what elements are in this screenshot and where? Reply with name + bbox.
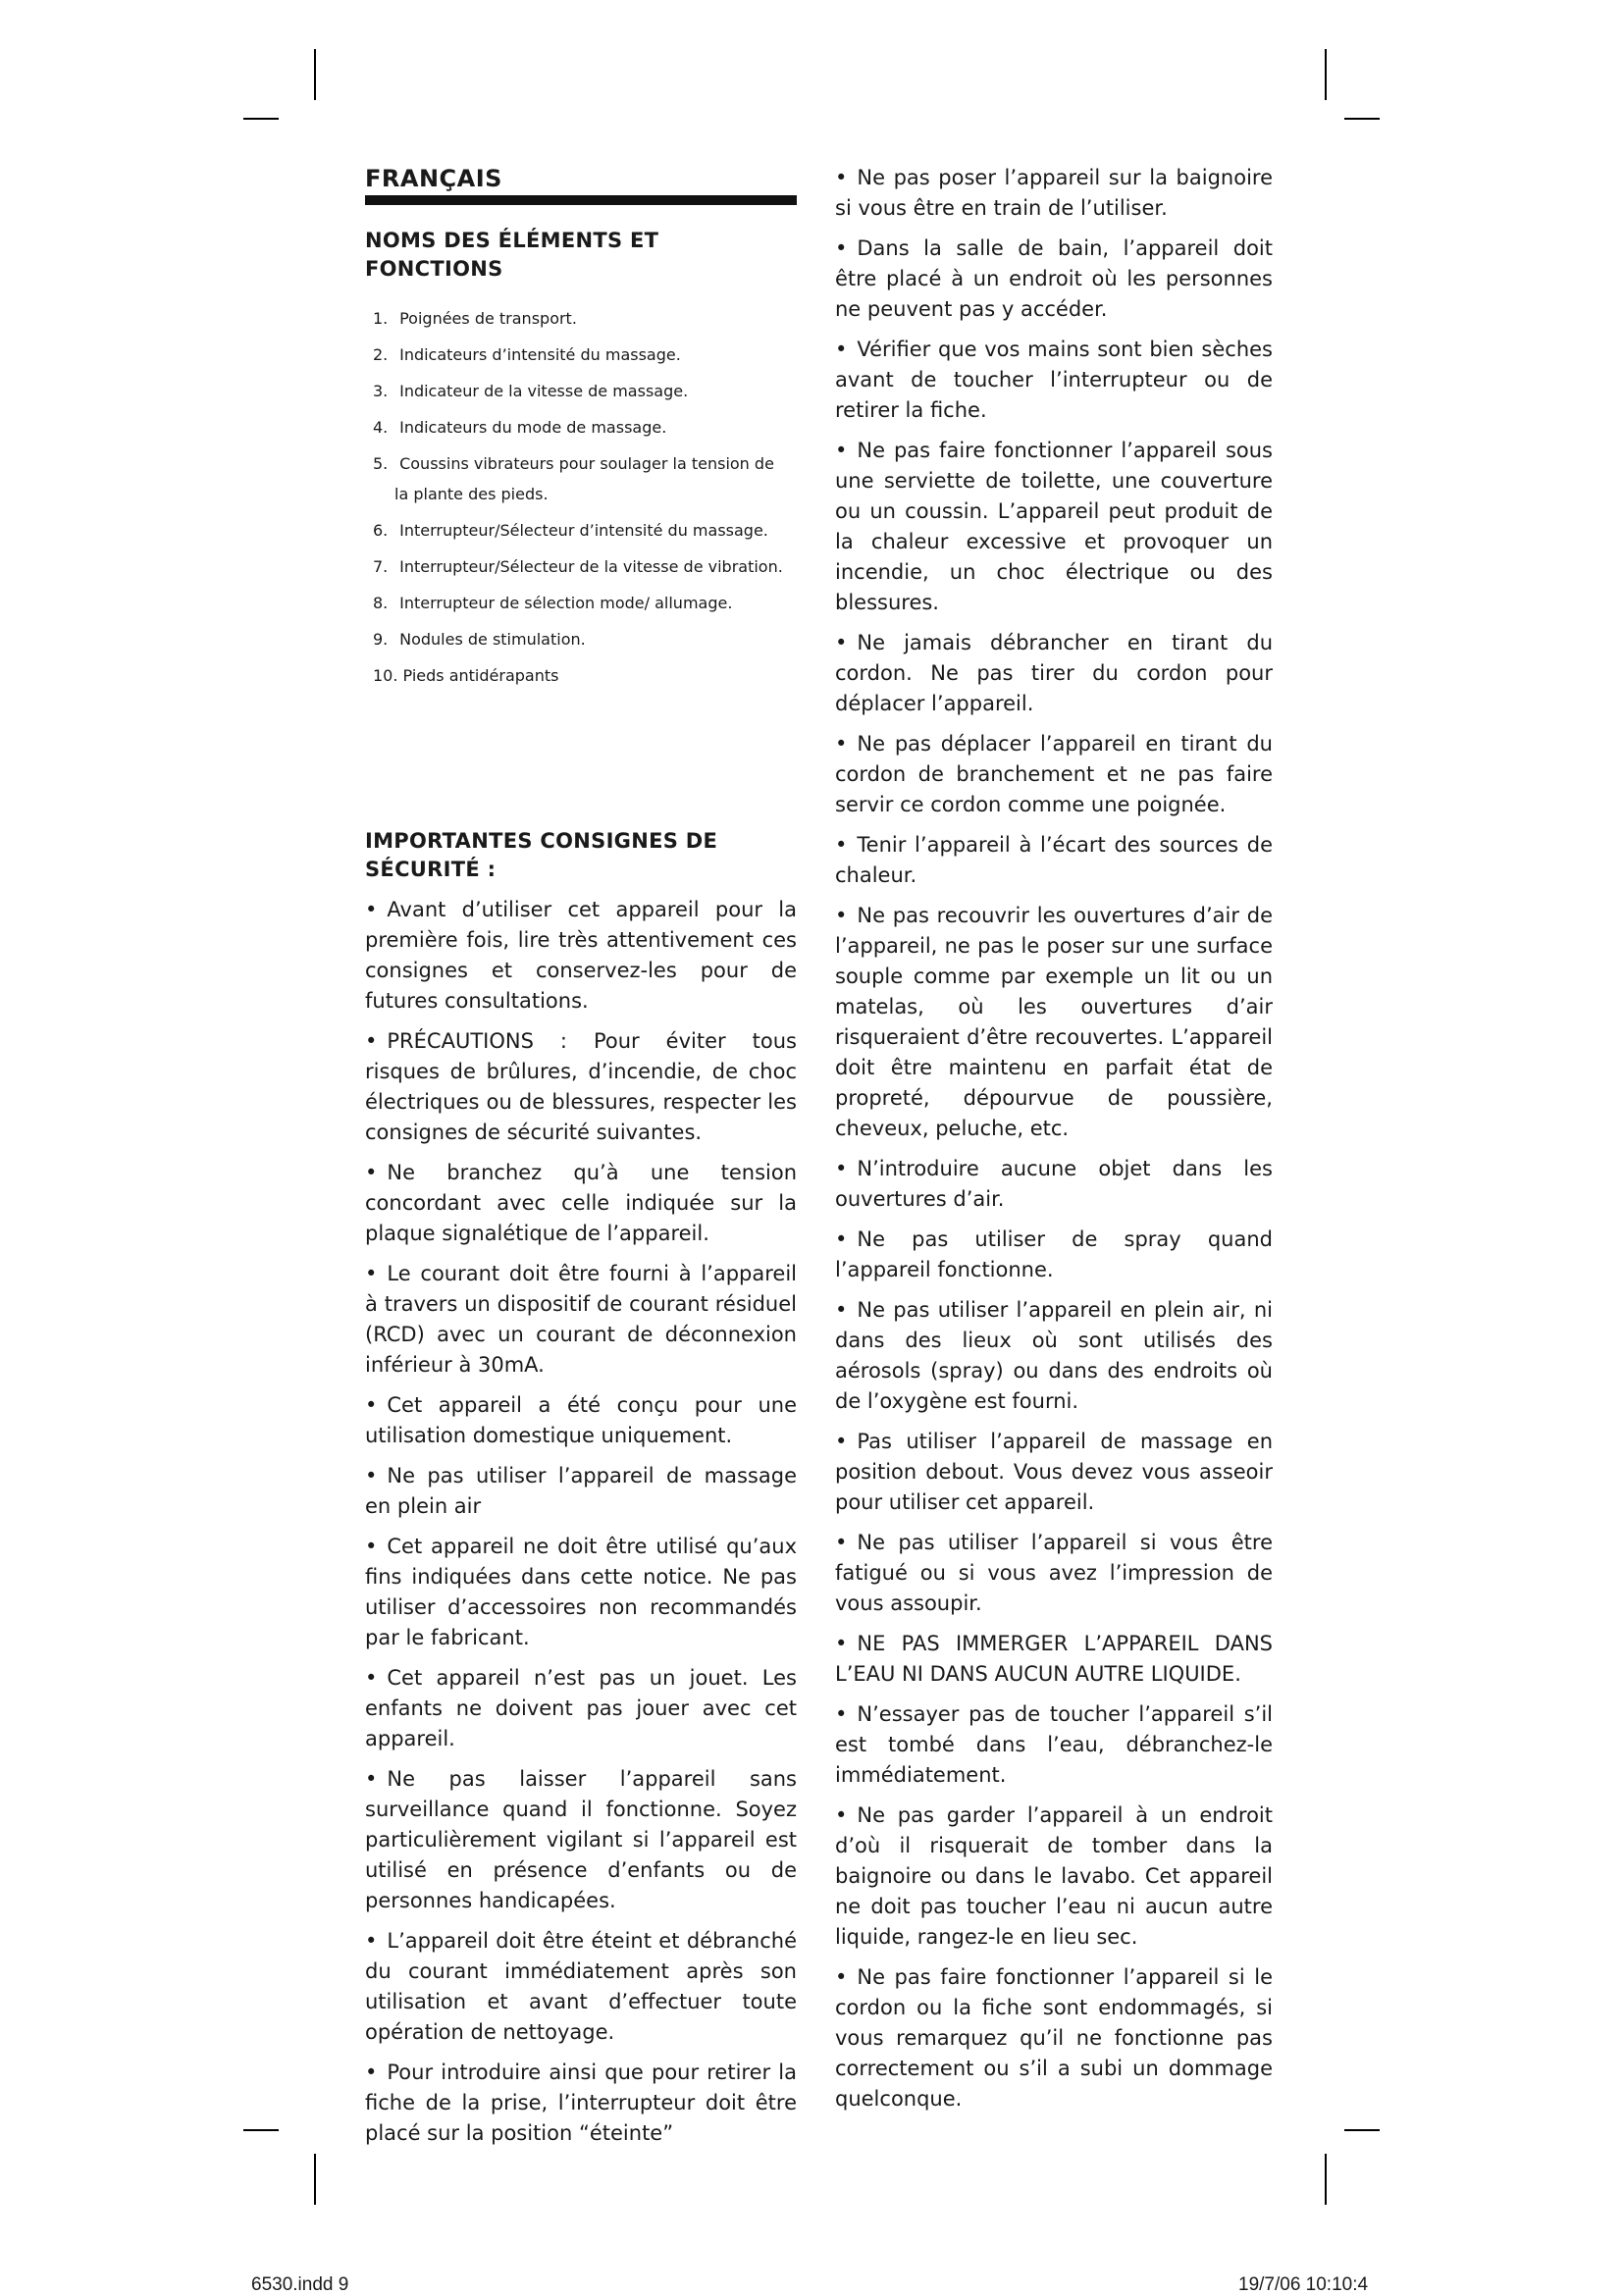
crop-mark-bottom-right-h (1344, 2129, 1380, 2131)
crop-mark-bottom-left-h (243, 2129, 279, 2131)
parts-item-text: Coussins vibrateurs pour soulager la tension de la plante des pieds. (394, 454, 774, 503)
parts-item-text: Pieds antidérapants (402, 666, 559, 685)
crop-mark-top-right-v (1325, 49, 1327, 100)
parts-list-item (365, 339, 787, 370)
crop-mark-bottom-left-v (314, 2154, 316, 2205)
safety-bullet: • Ne branchez qu’à une tension concordant avec celle indiquée sur la plaque signalétique de l’appareil. (365, 1158, 797, 1249)
parts-item-number: 10. (373, 666, 398, 685)
safety-bullet: • Ne pas utiliser l’appareil de massage en plein air (365, 1461, 797, 1522)
footer-file: 6530.indd 9 (251, 2274, 349, 2295)
parts-item-text: Interrupteur/Sélecteur d’intensité du massage. (399, 521, 768, 540)
safety-bullet: • NE PAS IMMERGER L’APPAREIL DANS L’EAU NI DANS AUCUN AUTRE LIQUIDE. (835, 1629, 1273, 1690)
footer-timestamp: 19/7/06 10:10:4 (1238, 2274, 1369, 2295)
safety-bullet: • Ne pas déplacer l’appareil en tirant du cordon de branchement et ne pas faire servir ce cordon comme une poignée. (835, 729, 1273, 820)
parts-item-text: Interrupteur/Sélecteur de la vitesse de vibration. (399, 557, 783, 576)
safety-bullet: • N’introduire aucune objet dans les ouvertures d’air. (835, 1154, 1273, 1215)
safety-bullet: • Vérifier que vos mains sont bien sèches avant de toucher l’interrupteur ou de retirer la fiche. (835, 335, 1273, 426)
crop-mark-top-left-v (314, 49, 316, 100)
parts-item-text: Indicateurs d’intensité du massage. (399, 345, 681, 364)
parts-item-number: 4. (373, 418, 389, 437)
safety-bullet: • Ne pas garder l’appareil à un endroit d’où il risquerait de tomber dans la baignoire ou dans le lavabo. Cet appareil ne doit pas toucher l’eau ni aucun autre liquide, rangez-le en lieu sec. (835, 1800, 1273, 1953)
safety-bullet: • Tenir l’appareil à l’écart des sources de chaleur. (835, 830, 1273, 891)
parts-list-item (365, 588, 787, 618)
parts-item-text: Poignées de transport. (399, 309, 577, 328)
safety-bullet: • Avant d’utiliser cet appareil pour la première fois, lire très attentivement ces consignes et conservez-les pour de futures consultations. (365, 895, 797, 1017)
parts-item-number: 8. (373, 594, 389, 612)
crop-mark-top-left-h (243, 118, 279, 120)
safety-bullet: • Dans la salle de bain, l’appareil doit être placé à un endroit où les personnes ne peuvent pas y accéder. (835, 234, 1273, 325)
title-rule (365, 195, 797, 205)
parts-item-number: 5. (373, 454, 389, 473)
parts-item-number: 6. (373, 521, 389, 540)
parts-item-text: Indicateurs du mode de massage. (399, 418, 667, 437)
parts-heading: NOMS DES ÉLÉMENTS ET FONCTIONS (365, 229, 659, 281)
safety-bullet: • Ne jamais débrancher en tirant du cordon. Ne pas tirer du cordon pour déplacer l’appareil. (835, 628, 1273, 719)
safety-bullet: • Ne pas poser l’appareil sur la baignoire si vous être en train de l’utiliser. (835, 163, 1273, 224)
parts-list (365, 303, 787, 697)
safety-bullet: • Pas utiliser l’appareil de massage en position debout. Vous devez vous asseoir pour utiliser cet appareil. (835, 1427, 1273, 1518)
safety-heading: IMPORTANTES CONSIGNES DE SÉCURITÉ : (365, 829, 718, 881)
parts-list-item (365, 376, 787, 406)
parts-item-text: Indicateur de la vitesse de massage. (399, 382, 689, 400)
safety-bullet: • Cet appareil ne doit être utilisé qu’aux fins indiquées dans cette notice. Ne pas utiliser d’accessoires non recommandés par le fabricant. (365, 1532, 797, 1653)
right-column (835, 163, 1273, 2124)
left-bullet-list (365, 895, 797, 2149)
parts-item-number: 1. (373, 309, 389, 328)
parts-item-number: 2. (373, 345, 389, 364)
safety-bullet: • N’essayer pas de toucher l’appareil s’il est tombé dans l’eau, débranchez-le immédiatement. (835, 1699, 1273, 1791)
section-title: FRANÇAIS (365, 165, 502, 192)
left-column (365, 895, 797, 2159)
safety-bullet: • Ne pas utiliser l’appareil en plein air, ni dans des lieux où sont utilisés des aérosols (spray) ou dans des endroits où de l’oxygène est fourni. (835, 1295, 1273, 1417)
parts-item-text: Interrupteur de sélection mode/ allumage. (399, 594, 733, 612)
crop-mark-top-right-h (1344, 118, 1380, 120)
safety-bullet: • Ne pas faire fonctionner l’appareil si le cordon ou la fiche sont endommagés, si vous remarquez qu’il ne fonctionne pas correctement ou s’il a subi un dommage quelconque. (835, 1962, 1273, 2114)
safety-bullet: • Ne pas utiliser de spray quand l’appareil fonctionne. (835, 1225, 1273, 1285)
parts-list-item (365, 660, 787, 691)
parts-list-item (365, 303, 787, 334)
safety-bullet: • Pour introduire ainsi que pour retirer la fiche de la prise, l’interrupteur doit être placé sur la position “éteinte” (365, 2058, 797, 2149)
parts-item-text: Nodules de stimulation. (399, 630, 586, 649)
parts-list-item (365, 515, 787, 546)
parts-item-number: 9. (373, 630, 389, 649)
parts-item-number: 3. (373, 382, 389, 400)
safety-bullet: • Cet appareil n’est pas un jouet. Les enfants ne doivent pas jouer avec cet appareil. (365, 1663, 797, 1754)
safety-bullet: • Ne pas recouvrir les ouvertures d’air de l’appareil, ne pas le poser sur une surface souple comme par exemple un lit ou un matelas, où les ouvertures d’air risqueraient d’être recouvertes. L’appareil doit être maintenu en parfait état de propreté, dépourvue de poussière, cheveux, peluche, etc. (835, 901, 1273, 1144)
parts-list-item (365, 551, 787, 582)
safety-bullet: • Cet appareil a été conçu pour une utilisation domestique uniquement. (365, 1390, 797, 1451)
safety-bullet: • Ne pas utiliser l’appareil si vous être fatigué ou si vous avez l’impression de vous assoupir. (835, 1528, 1273, 1619)
safety-bullet: • PRÉCAUTIONS : Pour éviter tous risques de brûlures, d’incendie, de choc électriques ou de blessures, respecter les consignes de sécurité suivantes. (365, 1026, 797, 1148)
parts-list-item (365, 624, 787, 654)
safety-bullet: • Ne pas faire fonctionner l’appareil sous une serviette de toilette, une couverture ou un coussin. L’appareil peut produit de la chaleur excessive et provoquer un incendie, un choc électrique ou des blessures. (835, 436, 1273, 618)
parts-item-number: 7. (373, 557, 389, 576)
safety-bullet: • Ne pas laisser l’appareil sans surveillance quand il fonctionne. Soyez particulièrement vigilant si l’appareil est utilisé en présence d’enfants ou de personnes handicapées. (365, 1764, 797, 1916)
safety-bullet: • L’appareil doit être éteint et débranché du courant immédiatement après son utilisation et avant d’effectuer toute opération de nettoyage. (365, 1926, 797, 2048)
crop-mark-bottom-right-v (1325, 2154, 1327, 2205)
right-bullet-list (835, 163, 1273, 2114)
parts-list-item (365, 448, 787, 509)
parts-list-item (365, 412, 787, 443)
safety-bullet: • Le courant doit être fourni à l’appareil à travers un dispositif de courant résiduel (RCD) avec un courant de déconnexion inférieur à 30mA. (365, 1259, 797, 1381)
